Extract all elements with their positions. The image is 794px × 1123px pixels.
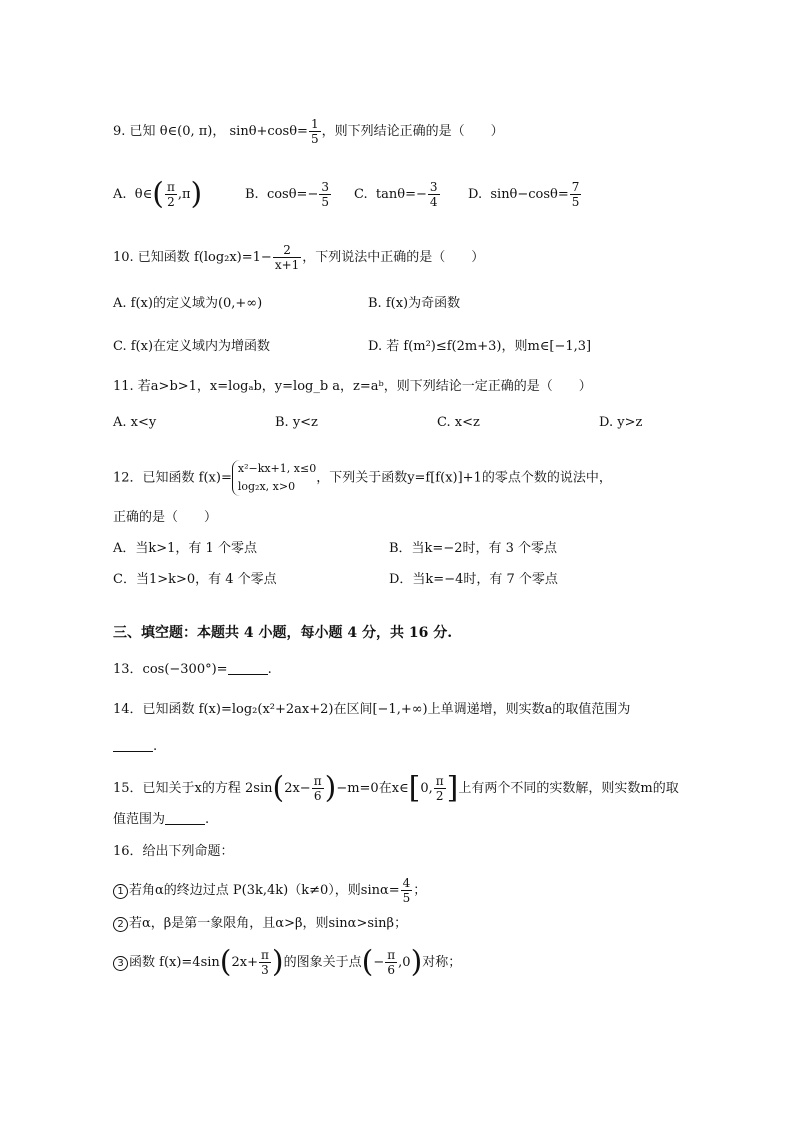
piecewise-function: x²−kx+1, x≤0 log₂x, x>0 [232, 460, 316, 496]
q9-option-a: A. θ∈( $\frac{\pi}{2}$ ,π) [113, 176, 203, 212]
question-9-stem: 9. 已知 θ∈(0, π)， sinθ+cosθ= $\frac{1}{5}$ ，则下列结论正确的是（ ） [113, 117, 504, 146]
q9-option-c: C. tanθ=− $\frac{3}{4}$ [354, 180, 438, 209]
q16-item-3: 3 函数 f(x)=4sin(2x+ $\frac{\pi}{3}$ )的图象关于点(− $\frac{\pi}{6}$ ,0)对称； [113, 948, 461, 977]
circled-number-icon: 1 [113, 884, 128, 899]
question-12-stem: 12．已知函数 f(x)= x²−kx+1, x≤0 log₂x, x>0 ，下列关于函数y=f[f(x)]+1的零点个数的说法中， [113, 460, 612, 496]
answer-blank [165, 810, 205, 825]
question-15: 15．已知关于x的方程 2sin(2x− $\frac{\pi}{6}$ )−m=0在x∈[0, $\frac{\pi}{2}$ ]上有两个不同的实数解，则实数m的取 [113, 770, 679, 806]
q9-fraction: $\frac{1}{5}$ [310, 117, 319, 146]
q11-option-c: C. x<z [437, 415, 480, 430]
q10-option-a: A. f(x)的定义域为(0,+∞) [113, 296, 263, 311]
q10-option-c: C. f(x)在定义域内为增函数 [113, 339, 271, 354]
answer-blank [228, 660, 268, 675]
q12-option-c: C．当1>k>0，有 4 个零点 [113, 572, 277, 587]
question-10-stem: 10. 已知函数 f(log₂x)=1− $\frac{2}{x+1}$ ，下列说法中正确的是（ ） [113, 243, 485, 272]
question-16-stem: 16．给出下列命题： [113, 844, 234, 859]
question-13: 13．cos(−300°)= . [113, 662, 272, 677]
q12-option-a: A．当k>1，有 1 个零点 [113, 541, 257, 556]
q16-item-1: 1 若角α的终边过点 P(3k,4k)（k≠0），则sinα= $\frac{4}{5}$ ； [113, 876, 426, 905]
q11-option-d: D. y>z [599, 415, 643, 430]
question-14-line2: . [113, 737, 157, 757]
q10-option-b: B. f(x)为奇函数 [368, 296, 461, 311]
q9-option-b: B. cosθ=− $\frac{3}{5}$ [245, 180, 329, 209]
section-title-fill-in: 三、填空题：本题共 4 小题，每小题 4 分，共 16 分. [113, 625, 453, 641]
q12-option-d: D．当k=−4时，有 7 个零点 [389, 572, 558, 587]
q9-suffix: ，则下列结论正确的是（ ） [321, 124, 504, 139]
q16-item-2: 2 若α，β是第一象限角，且α>β，则sinα>sinβ； [113, 914, 407, 934]
question-12-stem-line2: 正确的是（ ） [113, 510, 218, 525]
question-11-stem: 11. 若a>b>1，x=logₐb，y=log_b a，z=aᵇ，则下列结论一定正确的是（ ） [113, 379, 592, 394]
q11-option-a: A. x<y [113, 415, 157, 430]
question-15-line2: 值范围为 . [113, 812, 210, 827]
q9-condition-sum: sinθ+cosθ= [229, 124, 308, 139]
q9-prefix: 9. 已知 [113, 124, 156, 139]
q12-option-b: B．当k=−2时，有 3 个零点 [389, 541, 558, 556]
option-text: θ∈ [134, 187, 153, 202]
q11-option-b: B. y<z [275, 415, 318, 430]
circled-number-icon: 2 [113, 917, 128, 932]
q10-option-d: D. 若 f(m²)≤f(2m+3)，则m∈[−1,3] [368, 339, 592, 354]
question-14: 14．已知函数 f(x)=log₂(x²+2ax+2)在区间[−1,+∞)上单调递增，则实数a的取值范围为 [113, 702, 631, 717]
q9-condition-interval: θ∈(0, π) [159, 124, 213, 139]
answer-blank [113, 737, 153, 752]
q9-option-d: D. sinθ−cosθ= $\frac{7}{5}$ [468, 180, 580, 209]
option-label: A. [113, 187, 127, 202]
circled-number-icon: 3 [113, 956, 128, 971]
